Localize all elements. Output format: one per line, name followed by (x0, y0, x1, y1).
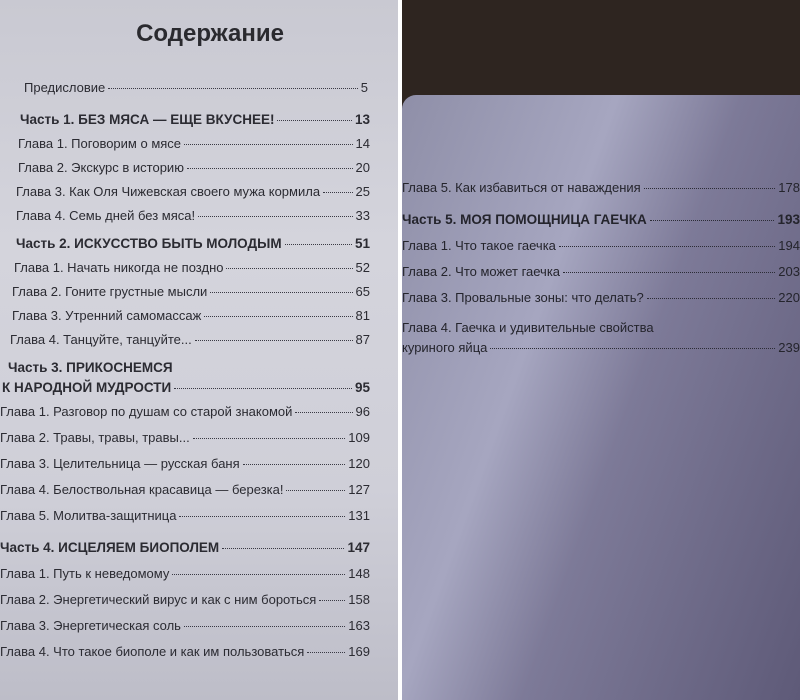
toc-entry-preface (24, 80, 368, 95)
toc-entry-page: 158 (348, 592, 370, 607)
toc-entry-page: 51 (354, 236, 370, 251)
toc-entry (402, 238, 800, 253)
toc-entry-page: 109 (348, 430, 370, 445)
toc-part-2 (16, 236, 370, 251)
toc-entry (18, 160, 370, 175)
toc-entry-label: Глава 5. Как избавиться от наваждения (402, 180, 641, 195)
toc-part-1 (20, 112, 370, 127)
toc-entry-page: 87 (355, 332, 370, 347)
toc-entry (402, 290, 800, 305)
toc-entry-label: Глава 2. Гоните грустные мысли (12, 284, 208, 299)
toc-entry-label: Глава 4. Что такое биополе и как им пользоваться (0, 644, 305, 659)
toc-part-4 (0, 540, 370, 555)
toc-entry-page: 127 (348, 482, 370, 497)
toc-entry-page: 20 (355, 160, 370, 175)
toc-entry-page: 120 (348, 456, 370, 471)
toc-entry-page: 95 (354, 380, 370, 395)
toc-entry-page: 147 (347, 540, 370, 555)
toc-entry (14, 260, 370, 275)
left-page (0, 0, 398, 700)
toc-entry (0, 592, 370, 607)
toc-entry (12, 308, 370, 323)
toc-entry-page: 13 (354, 112, 370, 127)
toc-part-5 (402, 212, 800, 227)
toc-entry-page: 96 (355, 404, 370, 419)
toc-entry-label: Глава 3. Провальные зоны: что делать? (402, 290, 644, 305)
toc-entry-label: Предисловие (24, 80, 106, 95)
toc-entry-label: Глава 3. Утренний самомассаж (12, 308, 202, 323)
toc-entry-label: Глава 1. Разговор по душам со старой знакомой (0, 404, 293, 419)
toc-entry-label: Глава 2. Экскурс в историю (18, 160, 184, 175)
toc-title: Содержание (136, 20, 284, 47)
toc-entry (0, 482, 370, 497)
toc-entry-label: Часть 5. МОЯ ПОМОЩНИЦА ГАЕЧКА (402, 212, 647, 227)
toc-entry-label: Глава 3. Целительница — русская баня (0, 456, 240, 471)
toc-entry-label: Глава 2. Что может гаечка (402, 264, 561, 279)
toc-entry (16, 184, 370, 199)
toc-part-3-line1: Часть 3. ПРИКОСНЕМСЯ (8, 360, 173, 375)
toc-entry-page: 203 (778, 264, 800, 279)
toc-entry-page: 193 (777, 212, 800, 227)
toc-entry-page: 5 (360, 80, 368, 95)
toc-entry (0, 508, 370, 523)
toc-entry (402, 340, 800, 355)
toc-entry-page: 169 (348, 644, 370, 659)
toc-entry-label: Глава 4. Танцуйте, танцуйте... (10, 332, 192, 347)
toc-entry (0, 644, 370, 659)
toc-entry-label: Глава 3. Как Оля Чижевская своего мужа кормила (16, 184, 321, 199)
toc-entry-page: 163 (348, 618, 370, 633)
right-page (402, 0, 800, 700)
toc-entry-label: Глава 4. Семь дней без мяса! (16, 208, 196, 223)
toc-entry (12, 284, 370, 299)
toc-entry-label: Глава 3. Энергетическая соль (0, 618, 181, 633)
toc-entry-label: Глава 2. Травы, травы, травы... (0, 430, 190, 445)
toc-entry (16, 208, 370, 223)
toc-entry (0, 404, 370, 419)
toc-part-3 (2, 380, 370, 395)
toc-entry-label: Глава 2. Энергетический вирус и как с ним бороться (0, 592, 317, 607)
toc-entry-page: 65 (355, 284, 370, 299)
toc-entry-page: 52 (355, 260, 370, 275)
toc-entry-label: Глава 1. Путь к неведомому (0, 566, 170, 581)
toc-entry-label: Глава 1. Начать никогда не поздно (14, 260, 224, 275)
toc-entry-page: 25 (355, 184, 370, 199)
toc-entry-label: Глава 1. Поговорим о мясе (18, 136, 182, 151)
toc-entry-label: куриного яйца (402, 340, 488, 355)
toc-entry-page: 14 (355, 136, 370, 151)
toc-entry-line1: Глава 4. Гаечка и удивительные свойства (402, 320, 654, 335)
toc-entry-label: Глава 1. Что такое гаечка (402, 238, 556, 253)
toc-entry-page: 131 (348, 508, 370, 523)
toc-entry-page: 148 (348, 566, 370, 581)
toc-entry-page: 81 (355, 308, 370, 323)
toc-entry (10, 332, 370, 347)
toc-entry-label: Часть 4. ИСЦЕЛЯЕМ БИОПОЛЕМ (0, 540, 220, 555)
toc-entry-label: Глава 5. Молитва-защитница (0, 508, 177, 523)
toc-entry-label: Глава 4. Белоствольная красавица — березка! (0, 482, 284, 497)
toc-entry-label: Часть 1. БЕЗ МЯСА — ЕЩЕ ВКУСНЕЕ! (20, 112, 275, 127)
toc-entry (0, 566, 370, 581)
toc-entry (0, 456, 370, 471)
toc-entry (402, 264, 800, 279)
toc-entry (0, 430, 370, 445)
toc-entry-page: 194 (778, 238, 800, 253)
toc-entry (402, 180, 800, 195)
toc-entry (0, 618, 370, 633)
toc-entry-page: 178 (778, 180, 800, 195)
toc-entry-page: 33 (355, 208, 370, 223)
toc-entry-label: К НАРОДНОЙ МУДРОСТИ (2, 380, 172, 395)
toc-entry-page: 220 (778, 290, 800, 305)
toc-entry (18, 136, 370, 151)
toc-entry-label: Часть 2. ИСКУССТВО БЫТЬ МОЛОДЫМ (16, 236, 282, 251)
toc-entry-page: 239 (778, 340, 800, 355)
